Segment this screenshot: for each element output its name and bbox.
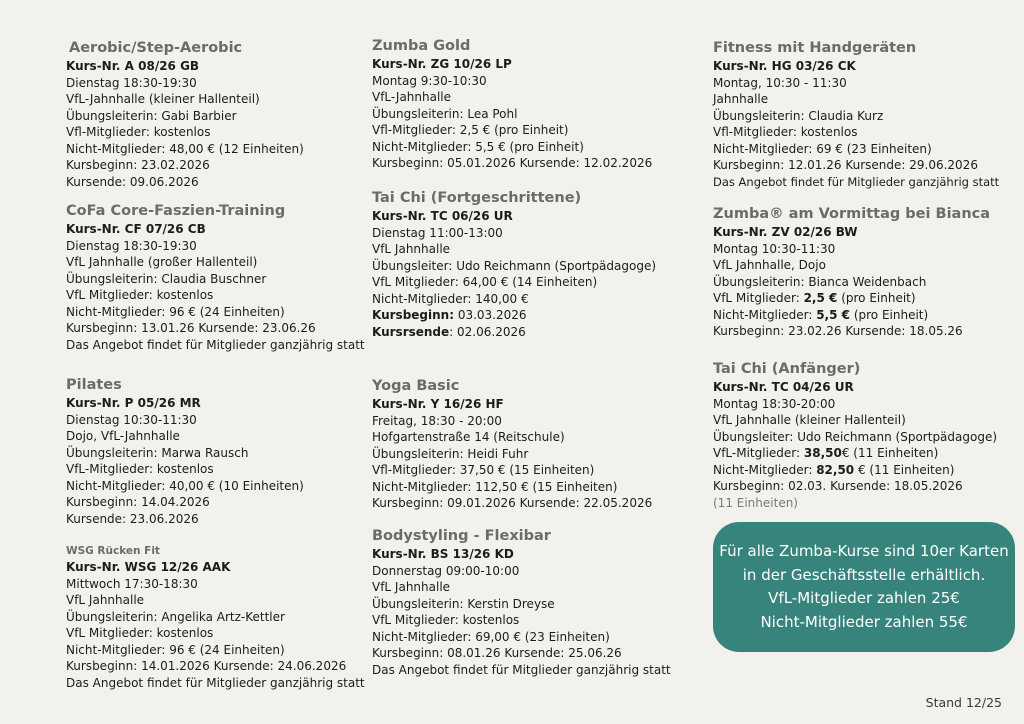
course-title: Tai Chi (Anfänger) bbox=[713, 361, 861, 377]
course-time: Dienstag 18:30-19:30 bbox=[66, 238, 197, 253]
course-title: Yoga Basic bbox=[372, 378, 460, 394]
course-nonmember-price bbox=[713, 462, 1013, 479]
nonmember-price-unit: (pro Einheit) bbox=[850, 307, 929, 322]
course-end-label: Kursrsende bbox=[372, 324, 450, 339]
course-location: VfL Jahnhalle bbox=[372, 580, 451, 594]
course-dates: Kursbeginn: 02.03. Kursende: 18.05.2026 bbox=[713, 479, 963, 493]
course-time: Dienstag 10:30-11:30 bbox=[66, 412, 197, 427]
course-time: Dienstag 18:30-19:30 bbox=[66, 75, 197, 90]
course-end: Kursende: 09.06.2026 bbox=[66, 174, 199, 189]
course-member-price: VfL-Mitglieder: kostenlos bbox=[66, 462, 214, 476]
course-note: Das Angebot findet für Mitglieder ganzjährig statt bbox=[372, 662, 671, 677]
course-location: VfL Jahnhalle bbox=[372, 242, 451, 256]
course-dates: Kursbeginn: 23.02.26 Kursende: 18.05.26 bbox=[713, 324, 963, 338]
course-taichi-anfaenger bbox=[713, 360, 1013, 511]
course-note: Das Angebot findet für Mitglieder ganzjährig statt bbox=[713, 174, 1000, 189]
course-member-price: VfL Mitglieder: 64,00 € (14 Einheiten) bbox=[372, 275, 598, 289]
course-time: Dienstag 11:00-13:00 bbox=[372, 225, 503, 240]
course-nonmember-price: Nicht-Mitglieder: 40,00 € (10 Einheiten) bbox=[66, 478, 304, 493]
member-price-label: VfL Mitglieder: bbox=[713, 291, 804, 305]
course-number: Kurs-Nr. ZV 02/26 BW bbox=[713, 225, 858, 239]
course-title: Bodystyling - Flexibar bbox=[372, 528, 551, 544]
course-end-value: : 02.06.2026 bbox=[449, 324, 526, 339]
callout-line: in der Geschäftsstelle erhältlich. bbox=[742, 565, 986, 584]
course-note: Das Angebot findet für Mitglieder ganzjährig statt bbox=[66, 675, 365, 690]
course-instructor: Übungsleiterin: Angelika Artz-Kettler bbox=[66, 609, 285, 624]
zumba-ten-card-callout bbox=[713, 522, 1015, 652]
course-nonmember-price: Nicht-Mitglieder: 69,00 € (23 Einheiten) bbox=[372, 629, 610, 644]
course-start: Kursbeginn: 23.02.2026 bbox=[66, 158, 210, 172]
course-number: Kurs-Nr. TC 06/26 UR bbox=[372, 209, 513, 223]
course-units-note: (11 Einheiten) bbox=[713, 495, 798, 510]
course-nonmember-price: Nicht-Mitglieder: 140,00 € bbox=[372, 291, 529, 306]
nonmember-price-value: 5,5 € bbox=[816, 307, 850, 322]
course-instructor: Übungsleiterin: Gabi Barbier bbox=[66, 108, 237, 123]
nonmember-price-unit: € (11 Einheiten) bbox=[854, 462, 955, 477]
course-instructor: Übungsleiterin: Bianca Weidenbach bbox=[713, 274, 927, 289]
course-member-price: VfL Mitglieder: kostenlos bbox=[66, 288, 214, 302]
course-location: VfL Jahnhalle (großer Hallenteil) bbox=[66, 255, 258, 269]
course-location: VfL-Jahnhalle bbox=[372, 90, 452, 104]
course-location: VfL Jahnhalle, Dojo bbox=[713, 258, 826, 272]
course-time: Montag 9:30-10:30 bbox=[372, 73, 487, 88]
course-member-price: VfL Mitglieder: kostenlos bbox=[66, 626, 214, 640]
stand-date: Stand 12/25 bbox=[925, 695, 1002, 710]
course-member-price: Vfl-Mitglieder: 37,50 € (15 Einheiten) bbox=[372, 463, 595, 477]
course-title: Pilates bbox=[66, 377, 122, 393]
course-location: Hofgartenstraße 14 (Reitschule) bbox=[372, 430, 565, 444]
course-dates: Kursbeginn: 12.01.26 Kursende: 29.06.2026 bbox=[713, 158, 978, 172]
course-dates: Kursbeginn: 14.01.2026 Kursende: 24.06.2026 bbox=[66, 659, 347, 673]
callout-line: VfL-Mitglieder zahlen 25€ bbox=[768, 589, 960, 607]
course-title: Tai Chi (Fortgeschrittene) bbox=[372, 190, 582, 206]
course-member-price: Vfl-Mitglieder: 2,5 € (pro Einheit) bbox=[372, 123, 569, 137]
course-member-price bbox=[713, 290, 1013, 307]
member-price-unit: (pro Einheit) bbox=[837, 291, 916, 305]
course-instructor: Übungsleiterin: Kerstin Dreyse bbox=[372, 596, 555, 611]
course-nonmember-price: Nicht-Mitglieder: 5,5 € (pro Einheit) bbox=[372, 139, 584, 154]
course-number: Kurs-Nr. TC 04/26 UR bbox=[713, 380, 854, 394]
course-time: Montag 18:30-20:00 bbox=[713, 396, 836, 411]
course-instructor: Übungsleiterin: Claudia Kurz bbox=[713, 108, 884, 123]
course-instructor: Übungsleiterin: Marwa Rausch bbox=[66, 445, 249, 460]
course-dates: Kursbeginn: 08.01.26 Kursende: 25.06.26 bbox=[372, 646, 622, 660]
member-price-value: 38,50 bbox=[803, 446, 842, 460]
course-title: Aerobic/Step-Aerobic bbox=[69, 40, 243, 56]
course-instructor: Übungsleiterin: Lea Pohl bbox=[372, 106, 518, 121]
course-aerobic bbox=[66, 39, 366, 190]
course-nonmember-price: Nicht-Mitglieder: 96 € (24 Einheiten) bbox=[66, 642, 285, 657]
course-number: Kurs-Nr. Y 16/26 HF bbox=[372, 397, 504, 411]
course-nonmember-price: Nicht-Mitglieder: 69 € (23 Einheiten) bbox=[713, 141, 932, 156]
course-member-price: Vfl-Mitglieder: kostenlos bbox=[713, 125, 858, 139]
course-nonmember-price: Nicht-Mitglieder: 96 € (24 Einheiten) bbox=[66, 304, 285, 319]
course-start: Kursbeginn: 14.04.2026 bbox=[66, 495, 210, 509]
course-member-price: VfL Mitglieder: kostenlos bbox=[372, 613, 520, 627]
course-location: Dojo, VfL-Jahnhalle bbox=[66, 429, 180, 443]
course-zumba-vormittag bbox=[713, 205, 1013, 340]
course-location: VfL Jahnhalle (kleiner Hallenteil) bbox=[713, 413, 906, 427]
course-instructor: Übungsleiterin: Claudia Buschner bbox=[66, 271, 267, 286]
course-time: Donnerstag 09:00-10:00 bbox=[372, 563, 520, 578]
nonmember-price-label: Nicht-Mitglieder: bbox=[713, 462, 817, 477]
course-location: VfL-Jahnhalle (kleiner Hallenteil) bbox=[66, 92, 260, 106]
course-location: Jahnhalle bbox=[713, 92, 769, 106]
course-cofa bbox=[66, 202, 366, 353]
course-nonmember-price bbox=[713, 307, 1013, 324]
course-time: Freitag, 18:30 - 20:00 bbox=[372, 413, 502, 428]
course-location: VfL Jahnhalle bbox=[66, 593, 145, 607]
member-price-unit: € (11 Einheiten) bbox=[841, 446, 939, 460]
course-title: WSG Rücken Fit bbox=[66, 545, 160, 557]
course-end bbox=[372, 324, 672, 341]
course-yoga-basic bbox=[372, 377, 672, 512]
course-member-price: Vfl-Mitglieder: kostenlos bbox=[66, 125, 211, 139]
course-number: Kurs-Nr. BS 13/26 KD bbox=[372, 547, 514, 561]
course-end: Kursende: 23.06.2026 bbox=[66, 511, 199, 526]
course-title: CoFa Core-Faszien-Training bbox=[66, 203, 286, 219]
course-number: Kurs-Nr. HG 03/26 CK bbox=[713, 59, 856, 73]
course-instructor: Übungsleiterin: Heidi Fuhr bbox=[372, 446, 529, 461]
callout-line: Für alle Zumba-Kurse sind 10er Karten bbox=[719, 542, 1009, 560]
course-time: Montag 10:30-11:30 bbox=[713, 241, 836, 256]
member-price-value: 2,5 € bbox=[803, 291, 838, 305]
nonmember-price-value: 82,50 bbox=[816, 462, 855, 477]
course-zumba-gold bbox=[372, 37, 672, 172]
course-wsg bbox=[66, 544, 366, 691]
course-taichi-fortgeschrittene bbox=[372, 189, 672, 340]
course-pilates bbox=[66, 376, 366, 527]
callout-line: Nicht-Mitglieder zahlen 55€ bbox=[760, 612, 968, 631]
course-instructor: Übungsleiter: Udo Reichmann (Sportpädagoge) bbox=[713, 429, 998, 444]
course-instructor: Übungsleiter: Udo Reichmann (Sportpädagoge) bbox=[372, 258, 657, 273]
course-number: Kurs-Nr. ZG 10/26 LP bbox=[372, 57, 512, 71]
course-title: Zumba® am Vormittag bei Bianca bbox=[713, 206, 991, 222]
course-nonmember-price: Nicht-Mitglieder: 112,50 € (15 Einheiten) bbox=[372, 479, 618, 494]
course-dates: Kursbeginn: 09.01.2026 Kursende: 22.05.2026 bbox=[372, 496, 653, 510]
course-title: Zumba Gold bbox=[372, 38, 471, 54]
course-number: Kurs-Nr. CF 07/26 CB bbox=[66, 222, 206, 236]
course-time: Mittwoch 17:30-18:30 bbox=[66, 576, 198, 591]
course-nonmember-price: Nicht-Mitglieder: 48,00 € (12 Einheiten) bbox=[66, 141, 304, 156]
nonmember-price-label: Nicht-Mitglieder: bbox=[713, 307, 817, 322]
course-member-price bbox=[713, 445, 1013, 462]
course-number: Kurs-Nr. A 08/26 GB bbox=[66, 59, 200, 73]
course-start-label: Kursbeginn: bbox=[372, 308, 455, 322]
course-dates: Kursbeginn: 13.01.26 Kursende: 23.06.26 bbox=[66, 321, 316, 335]
course-fitness-handgeraete bbox=[713, 39, 1013, 190]
course-start bbox=[372, 307, 672, 324]
course-dates: Kursbeginn: 05.01.2026 Kursende: 12.02.2026 bbox=[372, 156, 653, 170]
course-note: Das Angebot findet für Mitglieder ganzjährig statt bbox=[66, 337, 365, 352]
course-bodystyling bbox=[372, 527, 672, 678]
course-start-value: 03.03.2026 bbox=[454, 308, 527, 322]
course-number: Kurs-Nr. WSG 12/26 AAK bbox=[66, 560, 231, 574]
member-price-label: VfL-Mitglieder: bbox=[713, 446, 804, 460]
course-time: Montag, 10:30 - 11:30 bbox=[713, 75, 847, 90]
course-title: Fitness mit Handgeräten bbox=[713, 40, 917, 56]
course-number: Kurs-Nr. P 05/26 MR bbox=[66, 396, 201, 410]
